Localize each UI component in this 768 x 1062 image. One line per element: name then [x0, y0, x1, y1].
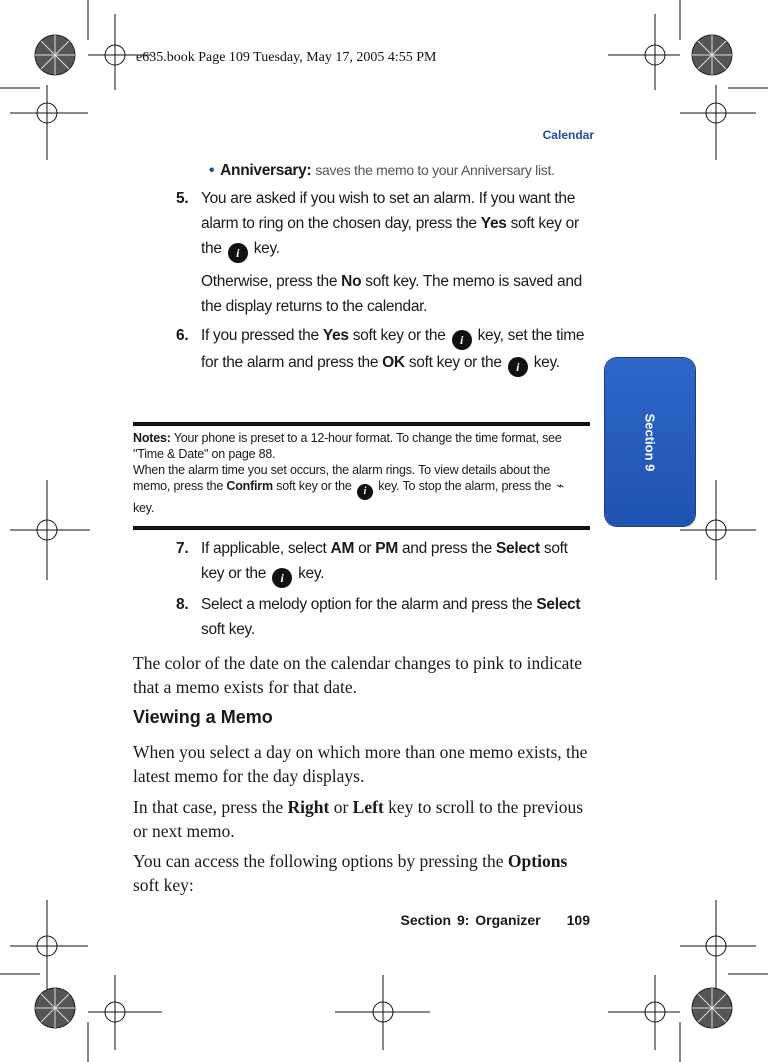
ok-key-icon: i	[272, 568, 292, 588]
select-key-label: Select	[496, 540, 540, 557]
step-text: key.	[298, 565, 325, 582]
am-label: AM	[330, 540, 355, 557]
pm-label: PM	[375, 540, 398, 557]
step-text: soft key. The memo is saved and the display returns to the calendar.	[201, 273, 582, 315]
paragraph-text: When you select a day on which more than one memo exists, the latest memo for the day displays.	[133, 742, 588, 786]
step-text: soft key or the	[201, 215, 579, 257]
step-number: 8.	[176, 596, 189, 613]
bullet-text: saves the memo to your Anniversary list.	[315, 162, 555, 178]
paragraph-text: You can access the following options by pressing the	[133, 851, 504, 871]
bullet-anniversary	[209, 158, 555, 183]
notes-box	[133, 422, 590, 530]
step-8	[176, 592, 594, 648]
paragraph-options	[133, 849, 593, 897]
note-text: Your phone is preset to a 12-hour format. To change the time format, see "Time & Date" on page 88.	[133, 431, 562, 461]
note-text: When the alarm time you set occurs, the alarm rings. To view details about the memo, press the	[133, 463, 551, 493]
ok-key-icon: i	[228, 243, 248, 263]
note-text: key.	[133, 501, 155, 515]
confirm-key-label: Confirm	[226, 479, 273, 493]
step-text: soft key or the	[201, 540, 568, 582]
note-text: soft key or the	[276, 479, 352, 493]
step-text: soft key or the	[408, 354, 502, 371]
no-key-label: No	[341, 273, 362, 290]
step-5	[176, 186, 594, 325]
step-text: and press the	[401, 540, 492, 557]
ok-key-icon: i	[452, 330, 472, 350]
crosshair-left-mid	[10, 480, 90, 580]
crosshair-bottom-left	[88, 975, 162, 1050]
step-number: 5.	[176, 190, 189, 207]
bullet-dot-icon: •	[209, 162, 215, 179]
notes-label: Notes:	[133, 431, 171, 445]
options-key-label: Options	[507, 851, 568, 871]
crosshair-top-right	[608, 14, 680, 90]
crosshair-bottom-center	[335, 975, 430, 1050]
note-text: key. To stop the alarm, press the	[378, 479, 552, 493]
yes-key-label: Yes	[322, 327, 349, 344]
subheading-viewing-memo: Viewing a Memo	[133, 707, 273, 727]
paragraph-text: soft key:	[133, 875, 194, 895]
print-file-info: e635.book Page 109 Tuesday, May 17, 2005 4:55 PM	[136, 50, 437, 65]
step-text: Select a melody option for the alarm and press the	[201, 596, 533, 613]
step-text: You are asked if you wish to set an alarm. If you want the alarm to ring on the chosen day, press the	[201, 190, 576, 232]
paragraph-text: or	[333, 797, 349, 817]
step-text: key, set the time for the alarm and press the	[201, 327, 585, 371]
step-text: soft key or the	[352, 327, 446, 344]
crosshair-right-lower	[680, 900, 756, 990]
step-text: If you pressed the	[201, 327, 319, 344]
step-7	[176, 536, 594, 594]
page-footer	[400, 912, 590, 928]
ok-softkey-label: OK	[382, 354, 405, 371]
page-number: 109	[566, 912, 590, 928]
running-head: Calendar	[542, 128, 594, 142]
paragraph-latest-memo	[133, 740, 593, 788]
section-tab-label: Section 9	[642, 413, 658, 471]
step-text: key.	[533, 354, 560, 371]
step-number: 7.	[176, 540, 189, 557]
paragraph-text: In that case, press the	[133, 797, 284, 817]
ok-key-icon: i	[508, 357, 528, 377]
end-key-icon: ⌁	[556, 478, 565, 493]
crosshair-right-upper	[680, 85, 756, 160]
step-text: key.	[253, 240, 280, 257]
step-text: Otherwise, press the	[201, 273, 338, 290]
bullet-term: Anniversary:	[220, 162, 312, 179]
left-key-label: Left	[352, 797, 384, 817]
footer-section: Section 9: Organizer	[400, 912, 541, 928]
section-tab	[605, 358, 695, 526]
paragraph-color-date	[133, 651, 593, 699]
yes-key-label: Yes	[480, 215, 507, 232]
step-text: or	[358, 540, 372, 557]
crosshair-left-upper	[10, 85, 88, 160]
right-key-label: Right	[287, 797, 330, 817]
ok-key-icon: i	[357, 484, 373, 500]
step-text: If applicable, select	[201, 540, 327, 557]
step-text: soft key.	[201, 621, 255, 638]
step-6	[176, 323, 594, 383]
crosshair-bottom-right	[608, 975, 680, 1050]
step-number: 6.	[176, 327, 189, 344]
select-key-label: Select	[536, 596, 581, 613]
paragraph-scroll	[133, 795, 593, 843]
paragraph-text: key to scroll to the previous or next memo.	[133, 797, 584, 841]
crosshair-left-lower	[10, 900, 88, 990]
paragraph-text: The color of the date on the calendar changes to pink to indicate that a memo exists for that date.	[133, 653, 582, 697]
